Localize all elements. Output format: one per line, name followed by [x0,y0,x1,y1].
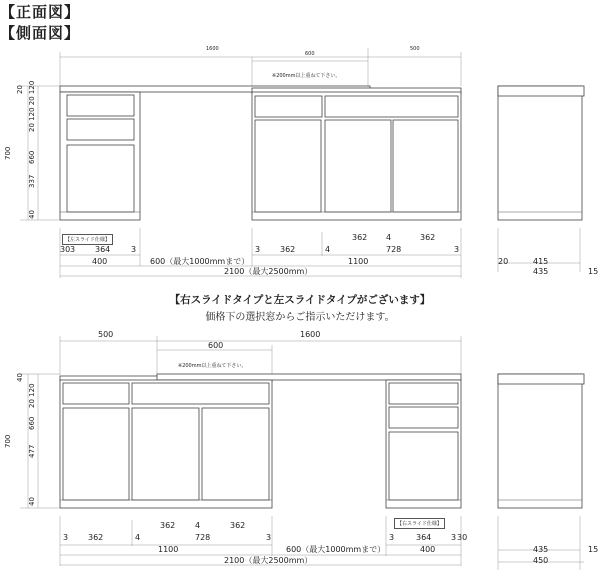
bottom-left-drawer-1 [63,383,129,404]
front-view-header: 【正面図】 [0,3,81,21]
b-dim-l728: 728 [195,533,211,542]
bottom-countertop-right [157,374,461,380]
top-right-door-2 [325,120,391,212]
b-dim-1600: 1600 [300,330,321,339]
bottom-right-drawer-2 [389,407,458,428]
v-dim-337: 337 [28,174,36,188]
dim-2100: 2100（最大2500mm） [224,267,313,276]
b-v-dim-660: 660 [28,416,36,430]
dim-600: 600 [305,51,315,57]
dim-30: 30 [60,245,71,254]
b-v-dim-700: 700 [4,434,12,448]
b-dim-l3: 3 [63,533,69,542]
dim-400: 400 [92,257,108,266]
b-v-dim-40b: 40 [28,497,36,506]
b-dim-l4: 4 [135,533,141,542]
top-left-drawer-2 [67,119,134,140]
b-dim-1100: 1100 [158,545,179,554]
side-dim-415: 415 [533,257,549,266]
side-dim-15: 15 [588,267,599,276]
bottom-left-door-1 [63,408,129,500]
v-dim-40b: 40 [28,210,36,219]
dim-364: 364 [95,245,111,254]
b-side-dim-435: 435 [533,545,549,554]
b-dim-4-a: 4 [195,521,201,530]
b-side-dim-15: 15 [588,545,599,554]
side-dim-435: 435 [533,267,549,276]
dim-1100: 1100 [348,257,369,266]
b-v-dim-477: 477 [28,444,36,458]
b-dim-600-max: 600（最大1000mmまで） [286,545,386,554]
b-v-dim-40: 40 [16,373,24,382]
top-right-door-3 [393,120,458,212]
dim-3b: 3 [131,245,137,254]
dim-600-max: 600（最大1000mmまで） [150,257,250,266]
slide-type-notice: 【右スライドタイプと左スライドタイプがございます】 [169,294,431,306]
dim-r362: 362 [280,245,296,254]
v-dim-20-120: 20 120 20 120 [28,80,36,132]
v-dim-660: 660 [28,150,36,164]
dim-362-a: 362 [352,233,368,242]
bottom-left-drawer-2 [132,383,269,404]
dim-r4: 4 [325,245,331,254]
left-slide-badge: 【左スライド仕様】 [62,234,113,245]
b-dim-l3b: 3 [266,533,272,542]
b-v-dim-20-120: 20 120 [28,383,36,408]
b-overlap-note: ※200mm以上重ねて下さい。 [178,363,247,369]
bottom-right-door [389,432,458,500]
top-left-door [67,145,134,212]
b-dim-r3b: 3 [451,533,457,542]
dim-500: 500 [410,46,420,52]
top-right-door-1 [255,120,321,212]
bottom-left-door-3 [202,408,269,500]
dim-4-a: 4 [386,233,392,242]
top-side-view [498,86,582,220]
top-right-drawer-1 [255,96,322,117]
v-dim-40: 20 [16,85,24,94]
b-dim-500: 500 [98,330,114,339]
bottom-side-view [498,374,582,508]
dim-3: 3 [70,245,76,254]
dim-1600: 1600 [206,46,219,52]
side-dim-20: 20 [498,257,509,266]
dim-r3: 3 [255,245,261,254]
b-side-dim-450: 450 [533,556,549,565]
b-dim-362-b: 362 [230,521,246,530]
dim-362-b: 362 [420,233,436,242]
side-view-header: 【側面図】 [0,24,81,42]
top-left-drawer-1 [67,95,134,116]
b-dim-400: 400 [420,545,436,554]
v-dim-700: 700 [4,146,12,160]
b-dim-l362: 362 [88,533,104,542]
bottom-right-drawer-1 [389,383,458,404]
dim-r3b: 3 [454,245,460,254]
dim-r728: 728 [386,245,402,254]
selection-instruction: 価格下の選択窓からご指示いただけます。 [205,312,395,323]
bottom-left-door-2 [132,408,199,500]
right-slide-badge: 【右スライド仕様】 [394,518,445,529]
b-dim-r3: 3 [389,533,395,542]
b-dim-r364: 364 [416,533,432,542]
overlap-note: ※200mm以上重ねて下さい。 [272,73,341,79]
b-dim-362-a: 362 [160,521,176,530]
b-dim-r30: 30 [457,533,468,542]
top-right-drawer-2 [325,96,458,117]
b-dim-600: 600 [208,341,224,350]
b-dim-2100: 2100（最大2500mm） [224,556,313,565]
